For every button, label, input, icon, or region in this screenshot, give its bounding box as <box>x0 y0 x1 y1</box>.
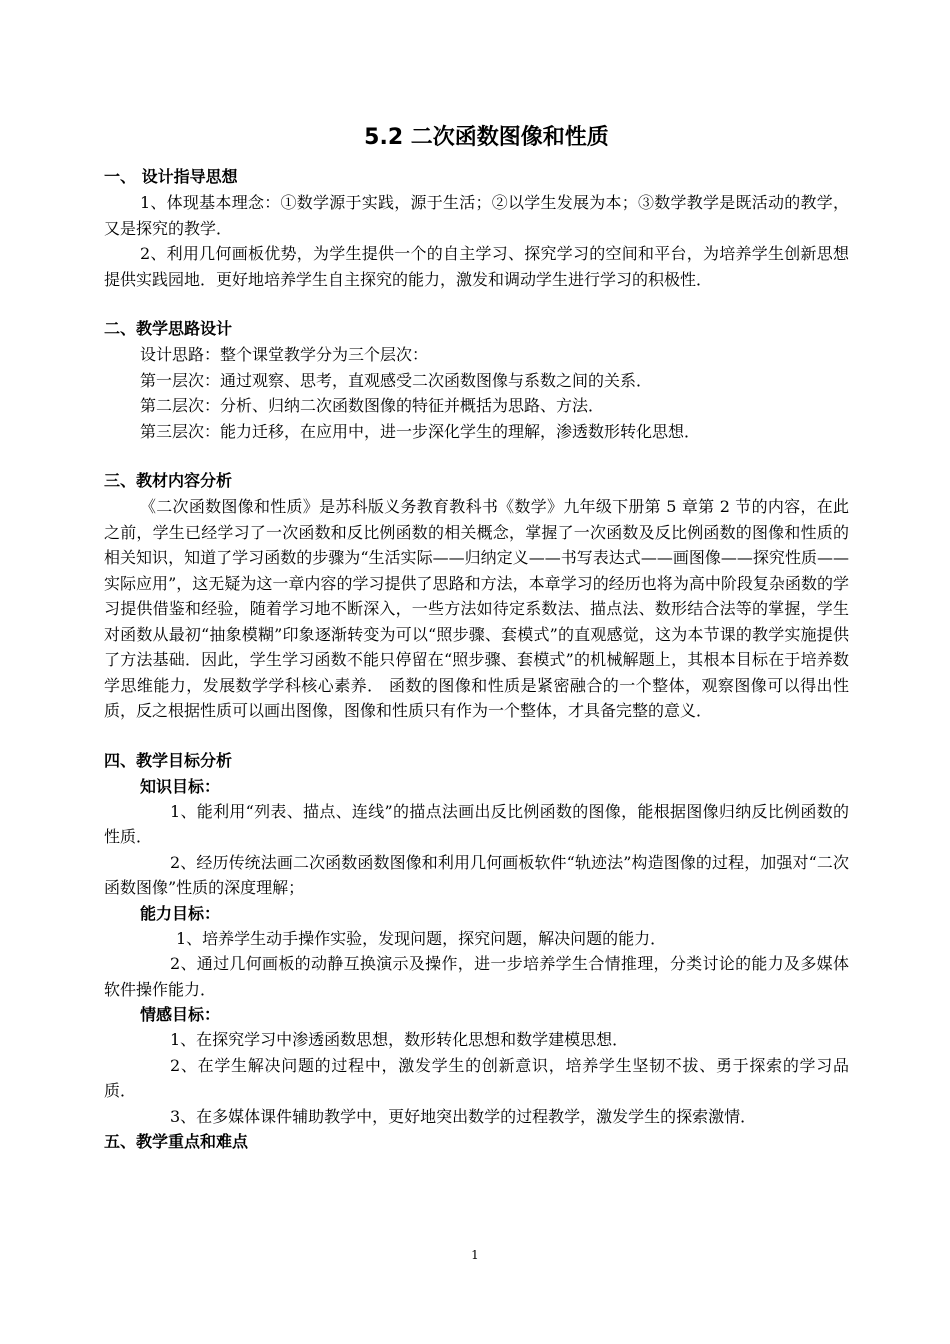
paragraph: 第一层次：通过观察、思考，直观感受二次函数图像与系数之间的关系． <box>140 370 653 390</box>
paragraph: 3、在多媒体课件辅助教学中，更好地突出数学的过程教学，激发学生的探索激情． <box>170 1106 757 1126</box>
paragraph: 2、利用几何画板优势，为学生提供一个的自主学习、探究学习的空间和平台，为培养学生创新思想提供实践园地．更好地培养学生自主探究的能力，激发和调动学生进行学习的积极性． <box>104 244 849 289</box>
paragraph: 1、体现基本理念：①数学源于实践，源于生活；②以学生发展为本；③数学教学是既活动的教学，又是探究的教学． <box>104 193 849 238</box>
section-heading-1: 一、 设计指导思想 <box>104 167 238 186</box>
document-page <box>104 118 849 1155</box>
page-title: 5.2 二次函数图像和性质 <box>364 125 609 150</box>
knowledge-goal-label: 知识目标： <box>140 776 221 796</box>
emotion-goal-label: 情感目标： <box>140 1005 221 1024</box>
paragraph: 2、在学生解决问题的过程中，激发学生的创新意识，培养学生坚韧不拔、勇于探索的学习品质． <box>104 1055 849 1100</box>
paragraph: 1、培养学生动手操作实验，发现问题，探究问题，解决问题的能力． <box>176 928 667 948</box>
paragraph: 《二次函数图像和性质》是苏科版义务教育教科书《数学》九年级下册第 5 章第 2 节的内容，在此之前，学生已经学习了一次函数和反比例函数的相关概念，掌握了一次函数及反比例函数的图像和性质的相关知识，知道了学习函数的步骤为“生活实际——归纳定义——书写表达式——画图像——探究性质——实际应用”，这无疑为这一章内容的学习提供了思路和方法，本章学习的经历也将为高中阶段复杂函数的学习提供借鉴和经验，随着学习地不断深入，一些方法如待定系数法、描点法、数形结合法等的掌握，学生对函数从最初“抽象模糊”印象逐渐转变为可以“照步骤、套模式”的直观感觉，这为本节课的教学实施提供了方法基础．因此，学生学习函数不能只停留在“照步骤、套模式”的机械解题上，其根本目标在于培养数学思维能力，发展数学学科核心素养． 函数的图像和性质是紧密融合的一个整体，观察图像可以得出性质，反之根据性质可以画出图像，图像和性质只有作为一个整体，才具备完整的意义． <box>104 497 849 720</box>
paragraph: 第二层次：分析、归纳二次函数图像的特征并概括为思路、方法． <box>140 396 605 415</box>
ability-goal-label: 能力目标： <box>140 903 221 923</box>
section-heading-3: 三、教材内容分析 <box>104 471 233 490</box>
paragraph: 1、能利用“列表、描点、连线”的描点法画出反比例函数的图像，能根据图像归纳反比例函数的性质． <box>104 801 849 846</box>
section-heading-5: 五、教学重点和难点 <box>104 1132 249 1151</box>
paragraph: 2、经历传统法画二次函数函数图像和利用几何画板软件“轨迹法”构造图像的过程，加强对“二次函数图像”性质的深度理解； <box>104 852 849 897</box>
section-heading-2: 二、教学思路设计 <box>104 319 233 338</box>
paragraph: 2、通过几何画板的动静互换演示及操作，进一步培养学生合情推理，分类讨论的能力及多媒体软件操作能力． <box>104 954 849 999</box>
paragraph: 1、在探究学习中渗透函数思想，数形转化思想和数学建模思想． <box>170 1030 629 1049</box>
page-number: 1 <box>471 1248 479 1262</box>
paragraph: 第三层次：能力迁移，在应用中，进一步深化学生的理解，渗透数形转化思想． <box>140 421 701 441</box>
section-heading-4: 四、教学目标分析 <box>104 750 233 770</box>
paragraph: 设计思路：整个课堂教学分为三个层次： <box>140 345 429 364</box>
